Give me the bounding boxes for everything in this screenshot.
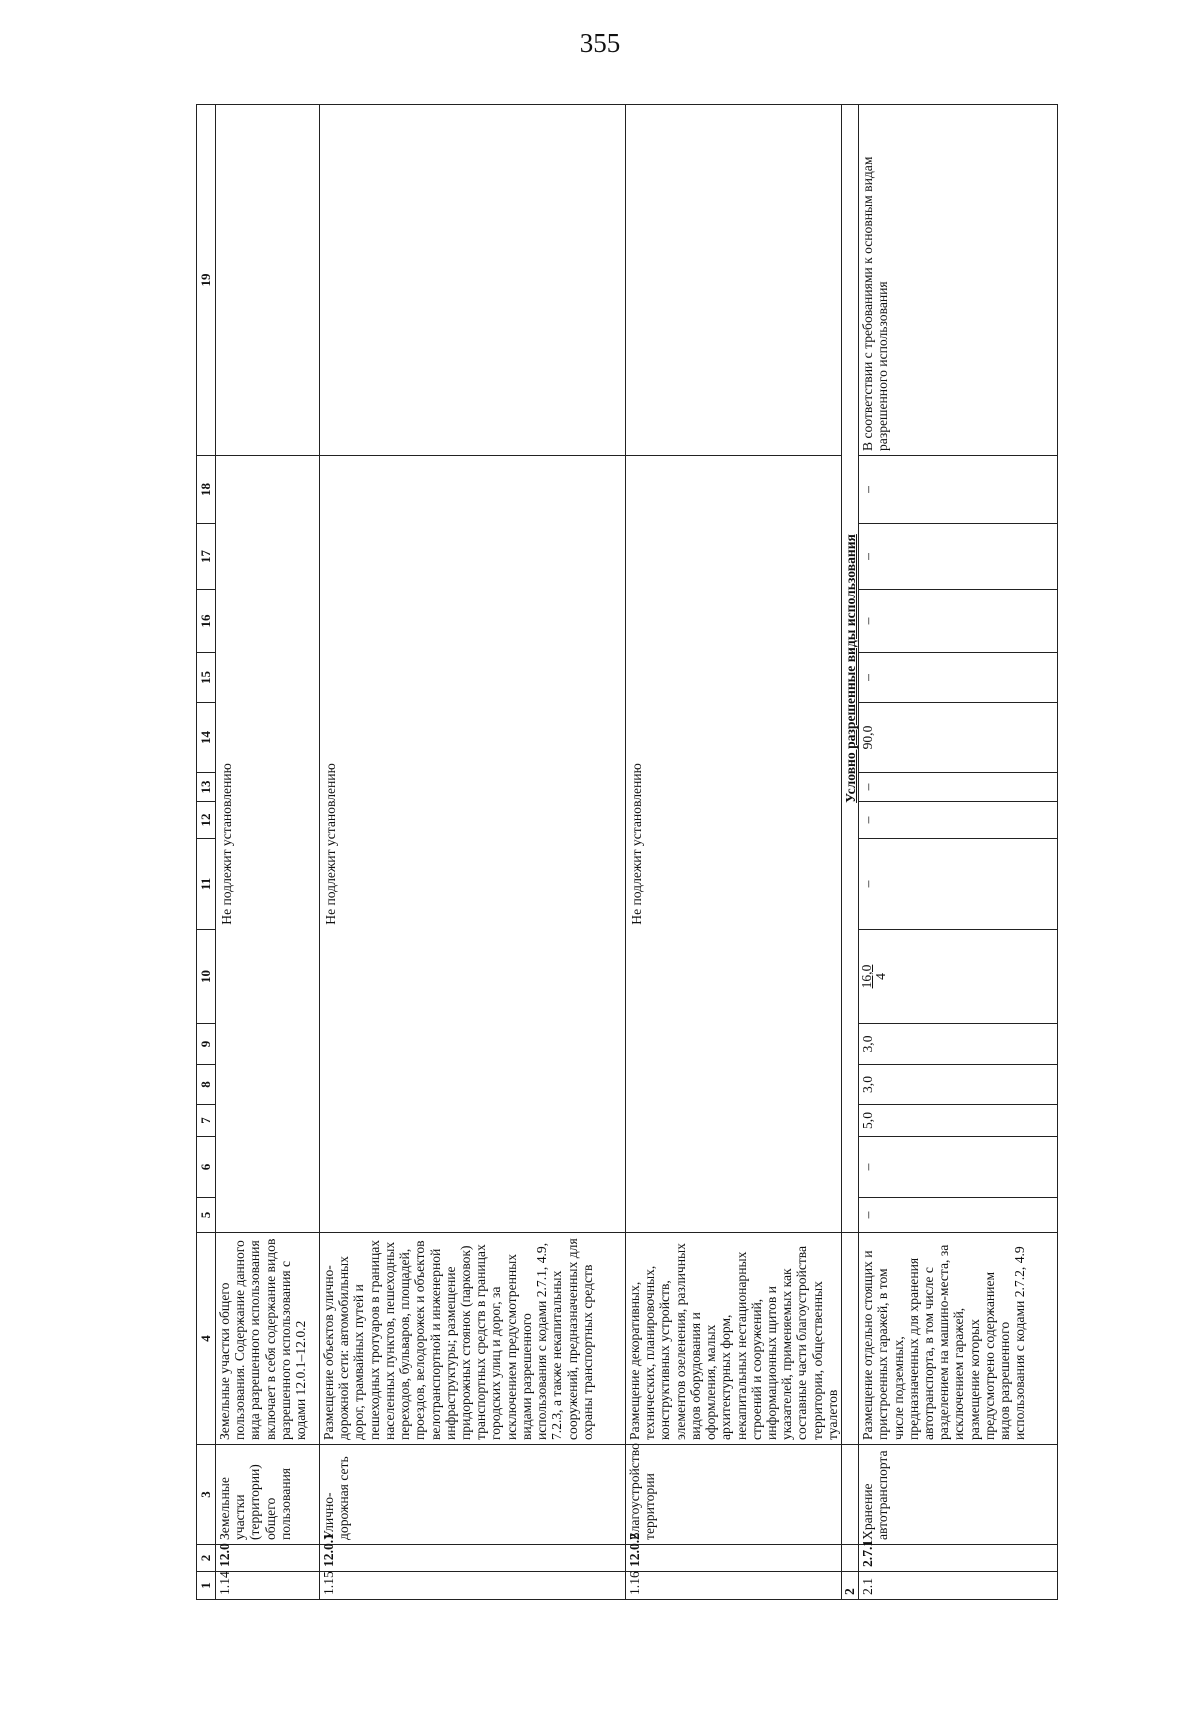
fraction-bottom: 4: [873, 973, 889, 980]
row-code: 12.0.2: [626, 1545, 842, 1572]
col-header: 17: [197, 524, 216, 590]
section-empty: [842, 1233, 859, 1445]
row-number: 2.1: [859, 1572, 1058, 1600]
cell-col17: –: [859, 524, 1058, 590]
section-empty: [842, 1545, 859, 1572]
row-code: 12.0.1: [320, 1545, 626, 1572]
cell-col7: 5,0: [859, 1105, 1058, 1137]
row-description: Земельные участки общего пользования. Содержание данного вида разрешенного использования включает в себя содержание видов разрешенного использования с кодами 12.0.1–12.0.2: [216, 1233, 320, 1445]
col-header: 1: [197, 1572, 216, 1600]
col-header: 4: [197, 1233, 216, 1445]
section-empty: [842, 1445, 859, 1545]
rotated-table-wrapper: [196, 105, 1058, 1600]
cell-col6: –: [859, 1137, 1058, 1198]
row-number: 1.16: [626, 1572, 842, 1600]
row-description: Размещение декоративных, технических, планировочных, конструктивных устройств, элементов озеленения, различных видов оборудования и оформления, малых архитектурных форм, некапитальных нестационарных строений и сооружений, информационных щитов и указателей, применяемых как составные части благоустройства территории, общественных туалетов: [626, 1233, 842, 1445]
col-header: 2: [197, 1545, 216, 1572]
row-code: 12.0: [216, 1545, 320, 1572]
row-name: Улично-дорожная сеть: [320, 1445, 626, 1545]
section-row: [842, 105, 859, 1600]
table-row: [320, 105, 626, 1600]
table-row: [626, 105, 842, 1600]
cell-col11: –: [859, 839, 1058, 930]
cell-col9: 3,0: [859, 1024, 1058, 1065]
row-name: Хранение автотранспорта: [859, 1445, 1058, 1545]
not-established-cell: Не подлежит установлению: [320, 456, 626, 1233]
row-requirements: [626, 105, 842, 456]
row-requirements: В соответствии с требованиями к основным видам разрешенного использования: [859, 105, 1058, 456]
section-title-text: Условно разрешенные виды использования: [842, 534, 858, 803]
section-title: [842, 105, 859, 1233]
col-header: 13: [197, 773, 216, 802]
cell-col15: –: [859, 653, 1058, 703]
table-row: [859, 105, 1058, 1600]
row-description: Размещение объектов улично-дорожной сети: автомобильных дорог, трамвайных путей и пешеходных тротуаров в границах населенных пунктов, пешеходных переходов, бульваров, площадей, проездов, велодорожек и объектов велотранспортной и инженерной инфраструктуры; размещение придорожных стоянок (парковок) транспортных средств в границах городских улиц и дорог, за исключением предусмотренных видами разрешенного использования с кодами 2.7.1, 4.9, 7.2.3, а также некапитальных сооружений, предназначенных для охраны транспортных средств: [320, 1233, 626, 1445]
cell-col13: –: [859, 773, 1058, 802]
col-header: 5: [197, 1198, 216, 1233]
col-header: 18: [197, 456, 216, 524]
not-established-cell: Не подлежит установлению: [626, 456, 842, 1233]
row-description: Размещение отдельно стоящих и пристроенных гаражей, в том числе подземных, предназначенных для хранения автотранспорта, в том числе с разделением на машино-места, за исключением гаражей, размещение которых предусмотрено содержанием видов разрешенного использования с кодами 2.7.2, 4.9: [859, 1233, 1058, 1445]
col-header: 6: [197, 1137, 216, 1198]
col-header: 14: [197, 703, 216, 773]
row-requirements: [216, 105, 320, 456]
col-header: 16: [197, 590, 216, 653]
cell-col14: 90,0: [859, 703, 1058, 773]
cell-col18: –: [859, 456, 1058, 524]
col-header: 9: [197, 1024, 216, 1065]
column-number-header-row: [197, 105, 216, 1600]
row-code: 2.7.1: [859, 1545, 1058, 1572]
page-number: 355: [579, 28, 621, 58]
table-row: [216, 105, 320, 1600]
col-header: 8: [197, 1065, 216, 1105]
not-established-cell: Не подлежит установлению: [216, 456, 320, 1233]
row-requirements: [320, 105, 626, 456]
cell-col10: [859, 930, 1058, 1024]
land-use-table: [196, 104, 1058, 1600]
col-header: 3: [197, 1445, 216, 1545]
fraction-top: 16,0: [859, 964, 875, 989]
fraction-value: [860, 965, 889, 989]
cell-col12: –: [859, 802, 1058, 839]
cell-col16: –: [859, 590, 1058, 653]
col-header: 7: [197, 1105, 216, 1137]
row-name: Благоустройство территории: [626, 1445, 842, 1545]
col-header: 11: [197, 839, 216, 930]
section-number: 2: [842, 1572, 859, 1600]
col-header: 19: [197, 105, 216, 456]
col-header: 12: [197, 802, 216, 839]
row-number: 1.15: [320, 1572, 626, 1600]
col-header: 10: [197, 930, 216, 1024]
cell-col8: 3,0: [859, 1065, 1058, 1105]
row-name: Земельные участки (территории) общего пользования: [216, 1445, 320, 1545]
col-header: 15: [197, 653, 216, 703]
cell-col5: –: [859, 1198, 1058, 1233]
row-number: 1.14: [216, 1572, 320, 1600]
